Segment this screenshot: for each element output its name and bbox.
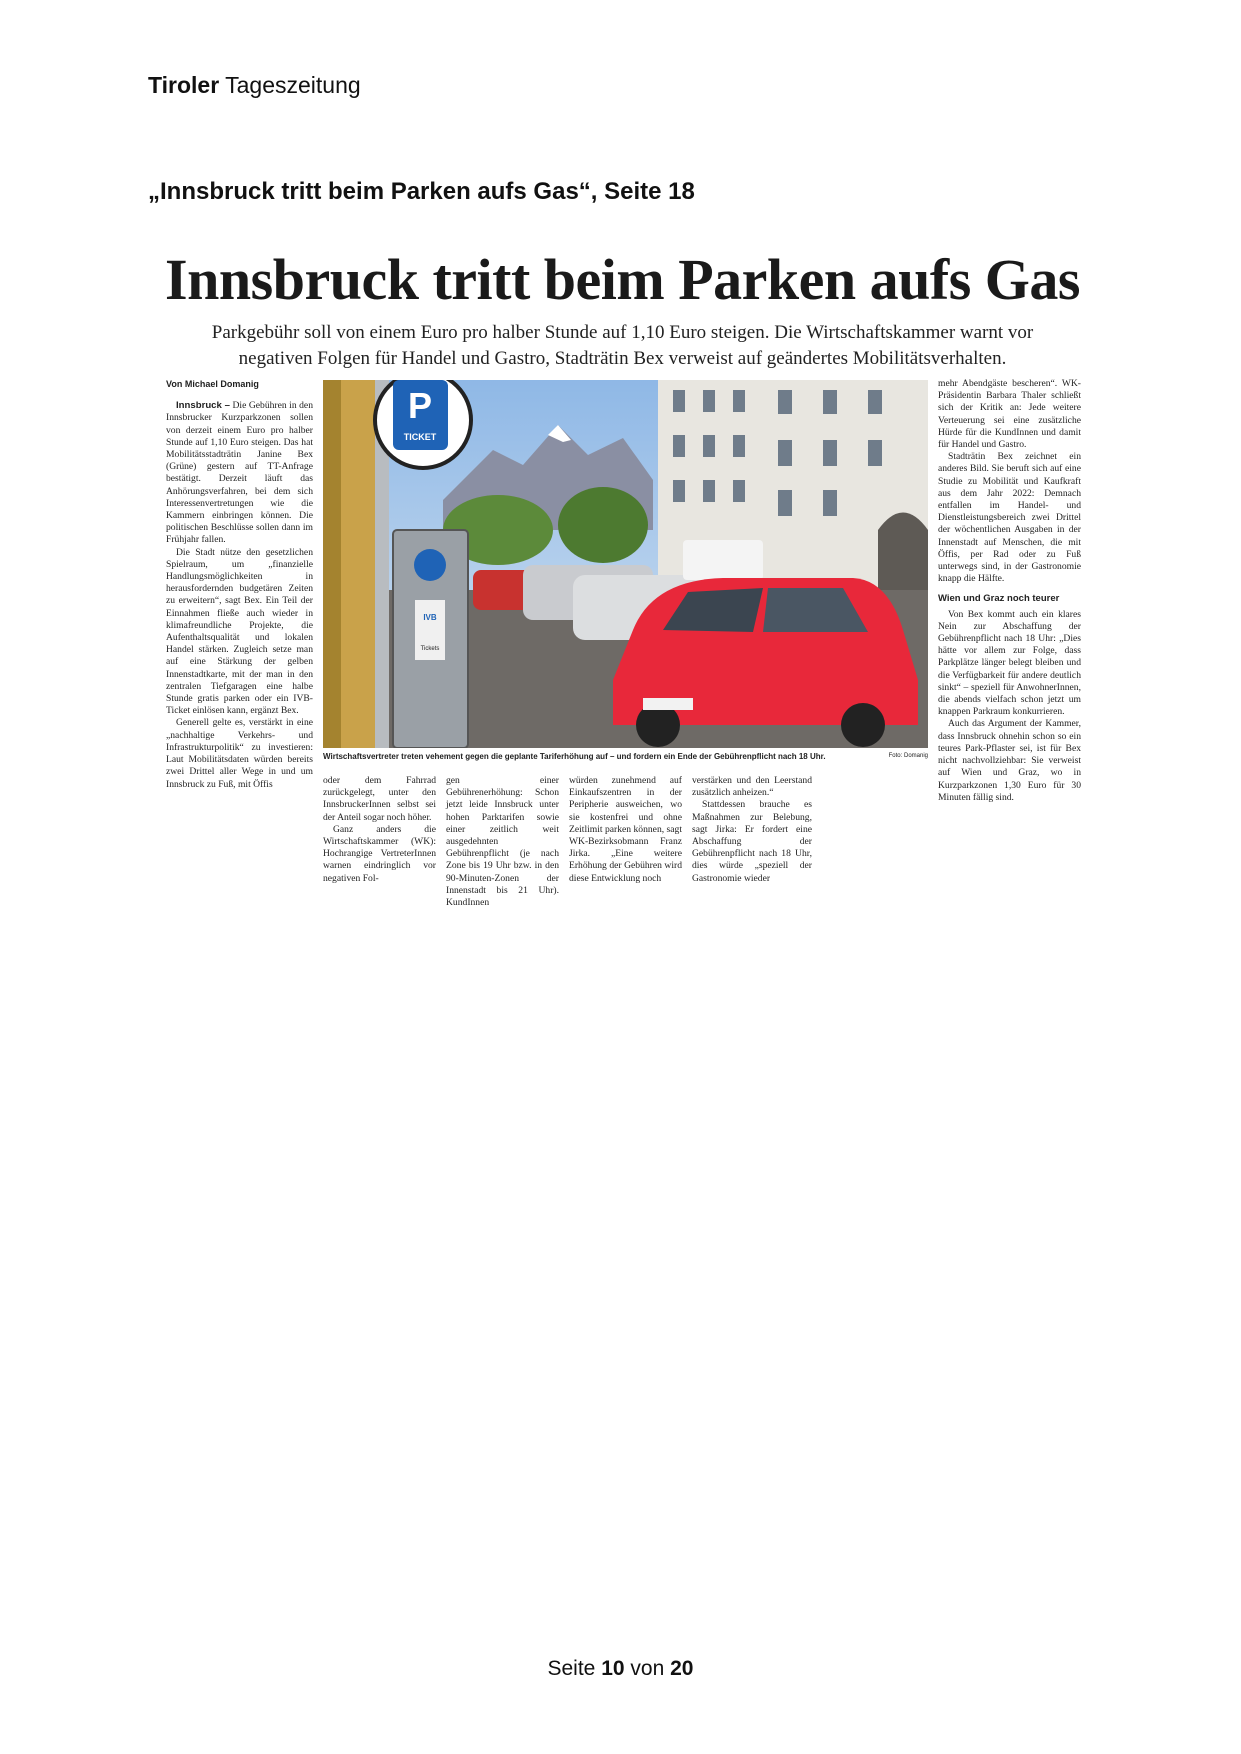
publication-name bbox=[148, 72, 361, 99]
paragraph: mehr Abendgäste bescheren“. WK-Präsidentin Barbara Thaler schließt sich der Kritik an: Jede weitere Verteuerung sei eine zusätzliche Hürde für die KundInnen und damit für Handel und Gastro. bbox=[938, 378, 1081, 451]
paragraph: Von Bex kommt auch ein klares Nein zur Abschaffung der Gebührenpflicht nach 18 Uhr: „Dies hätte vor allem zur Folge, dass Parkplätze länger belegt bleiben und die Verfügbarkeit für andere deutlich sinkt“ – speziell für AnwohnerInnen, die abends vielfach schon jetzt um knappen Parkraum konkurrieren. bbox=[938, 608, 1081, 718]
tree-shape bbox=[558, 487, 648, 563]
paragraph: oder dem Fahrrad zurückgelegt, unter den InnsbruckerInnen selbst sei der Anteil sogar noch höher. bbox=[323, 775, 436, 823]
total-page-count: 20 bbox=[670, 1657, 694, 1680]
article-column-5 bbox=[692, 775, 812, 885]
machine-logo bbox=[414, 549, 446, 581]
page-footer bbox=[0, 1657, 1241, 1681]
paragraph: Generell gelte es, verstärkt in eine „nachhaltige Verkehrs- und Infrastrukturpolitik“ zu investieren: Laut Mobilitätsdaten würden bereits zwei Drittel aller Wege in und um Innsbruck zu Fuß, mit Öffis bbox=[166, 717, 313, 790]
paragraph: Stadträtin Bex zeichnet ein anderes Bild. Sie beruft sich auf eine Studie zu Mobilität und Kaufkraft aus dem Jahr 2022: Demnach entfallen im Handel- und Dienstleistungsbereich zwei Drittel der wöchentlichen Ausgaben in der Innenstadt auf Menschen, die mit Öffis, per Rad oder zu Fuß unterwegs sind, in der Gastronomie knapp die Hälfte. bbox=[938, 451, 1081, 585]
article-photo bbox=[323, 380, 928, 748]
paragraph: Ganz anders die Wirtschaftskammer (WK): Hochrangige VertreterInnen warnen eindringlich vor negativen Fol- bbox=[323, 823, 436, 884]
parking-sign-letter: P bbox=[407, 385, 433, 426]
van-shape bbox=[683, 540, 763, 580]
parking-sign-ticket: TICKET bbox=[403, 432, 437, 442]
paragraph: würden zunehmend auf Einkaufszentren in der Peripherie ausweichen, wo sie kostenfrei und ohne Zeitlimit parken können, sagt WK-Bezirksobmann Franz Jirka. „Eine weitere Erhöhung der Gebühren wird diese Entwicklung noch bbox=[569, 775, 682, 884]
paragraph: Auch das Argument der Kammer, dass Innsbruck ohnehin schon so ein teures Park-Pflaster sei, ist für Bex nicht nachvollziehbar: Sie verweist auf Wien und Graz, wo in Kurzparkzonen 1,30 Euro für 30 Minuten fällig sind. bbox=[938, 718, 1081, 803]
machine-label: Tickets bbox=[420, 646, 440, 652]
current-page-number: 10 bbox=[601, 1657, 625, 1680]
headline: Innsbruck tritt beim Parken aufs Gas bbox=[165, 247, 1080, 312]
parking-street-photo bbox=[323, 380, 928, 748]
paragraph: gen einer Gebührenerhöhung: Schon jetzt leide Innsbruck unter hohen Parktarifen sowie einer zeitlich weit ausgedehnten Gebührenpflicht (je nach Zone bis 19 Uhr bzw. in den 90-Minuten-Zonen der Innenstadt bis 21 Uhr). KundInnen bbox=[446, 775, 559, 909]
section-subtitle: Wien und Graz noch teurer bbox=[938, 593, 1060, 605]
photo-caption bbox=[323, 752, 928, 761]
lead-place: Innsbruck – bbox=[176, 400, 230, 412]
photo-credit: Foto: Domanig bbox=[888, 753, 928, 759]
paragraph-text: Die Gebühren in den Innsbrucker Kurzparkzonen sollen von derzeit einem Euro pro halber Stunde auf 1,10 Euro steigen. Das hat Mobilitätsstadträtin Janine Bex (Grüne) gestern auf TT-Anfrage bestätigt. Derzeit läuft das Anhörungsverfahren, bei dem sich Interessenvertretungen wie die Kammern einbringen können. Die politischen Beschlüsse sollen dann im Frühjahr fallen. bbox=[166, 400, 313, 546]
newspaper-clipping bbox=[160, 240, 1085, 909]
paragraph: Die Stadt nütze den gesetzlichen Spielraum, um „finanzielle Handlungsmöglichkeiten in herausfordernden budgetären Zeiten zu erweitern“, sagt Bex. Ein Teil der Einnahmen fließe auch wieder in klimafreundliche Projekte, die Aufenthaltsqualität und lokalen Handel stärken. Zugleich setze man auf eine Stärkung der gelben Innenstadtkarte, mit der man in den zentralen Tiefgaragen eine halbe Stunde gratis parken oder ein IVB-Ticket einlösen kann, ergänzt Bex. bbox=[166, 546, 313, 717]
footer-middle: von bbox=[630, 1657, 665, 1680]
paragraph: verstärken und den Leerstand zusätzlich anheizen.“ bbox=[692, 775, 812, 799]
publication-name-rest: Tageszeitung bbox=[225, 72, 361, 98]
caption-text: Wirtschaftsvertreter treten vehement gegen die geplante Tariferhöhung auf – und fordern ein Ende der Gebührenpflicht nach 18 Uhr. bbox=[323, 752, 826, 761]
article-column-3 bbox=[446, 775, 559, 909]
archway bbox=[878, 513, 928, 591]
article-column-4 bbox=[569, 775, 682, 885]
article-reference: „Innsbruck tritt beim Parken aufs Gas“, Seite 18 bbox=[148, 178, 695, 205]
footer-prefix: Seite bbox=[547, 1657, 596, 1680]
machine-brand: IVB bbox=[423, 613, 437, 622]
article-column-6 bbox=[938, 378, 1081, 804]
byline: Von Michael Domanig bbox=[166, 379, 259, 389]
paragraph: Stattdessen brauche es Maßnahmen zur Belebung, sagt Jirka: Er fordert eine Abschaffung der Gebührenpflicht nach 18 Uhr, dies würde „speziell der Gastronomie wieder bbox=[692, 799, 812, 884]
paragraph bbox=[166, 400, 313, 546]
article-column-1 bbox=[166, 378, 313, 791]
publication-name-bold: Tiroler bbox=[148, 72, 220, 98]
article-column-2 bbox=[323, 775, 436, 885]
subheadline: Parkgebühr soll von einem Euro pro halber Stunde auf 1,10 Euro steigen. Die Wirtschaftskammer warnt vor negativen Folgen für Handel und Gastro, Stadträtin Bex verweist auf geändertes Mobilitätsverhalten. bbox=[211, 322, 1034, 369]
